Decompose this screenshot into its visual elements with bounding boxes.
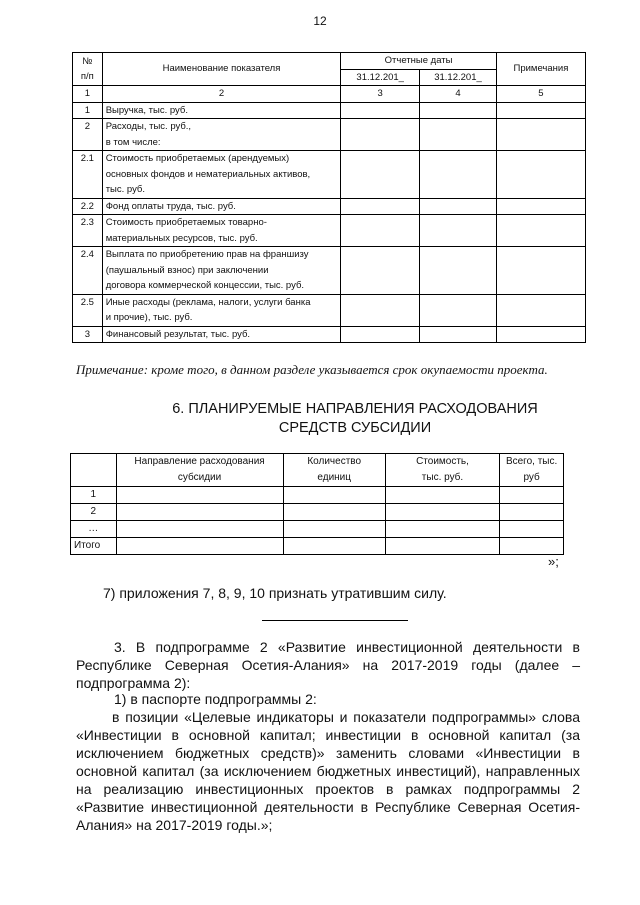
paragraph-3: 3. В подпрограмме 2 «Развитие инвестиционной деятельности в Республике Северная Осетия-Алания» на 2017-2019 годы (далее – подпрограмма 2): <box>76 639 580 691</box>
value-cell <box>500 487 564 504</box>
table-row <box>71 521 564 538</box>
value-cell <box>341 102 420 119</box>
header-total: Всего, тыс. руб <box>500 454 564 487</box>
table-row <box>73 247 586 295</box>
value-cell <box>116 504 283 521</box>
row-num: 2 <box>73 119 103 151</box>
value-cell <box>420 151 497 199</box>
value-cell <box>341 119 420 151</box>
header-cost: Стоимость, тыс. руб. <box>385 454 499 487</box>
value-cell <box>496 102 585 119</box>
index-row <box>73 86 586 103</box>
value-cell <box>496 198 585 215</box>
value-cell <box>385 504 499 521</box>
index-cell: 1 <box>73 86 103 103</box>
table-row <box>73 151 586 199</box>
value-cell <box>341 294 420 326</box>
subsidy-table <box>70 453 564 555</box>
value-cell <box>496 215 585 247</box>
header-date2: 31.12.201_ <box>420 69 497 86</box>
row-name: Выручка, тыс. руб. <box>102 102 341 119</box>
table-row <box>73 198 586 215</box>
row-num: 3 <box>73 326 103 343</box>
value-cell <box>496 247 585 295</box>
value-cell <box>420 102 497 119</box>
value-cell <box>496 326 585 343</box>
row-num: 2.2 <box>73 198 103 215</box>
note-text: Примечание: кроме того, в данном разделе указывается срок окупаемости проекта. <box>76 362 548 377</box>
value-cell <box>496 119 585 151</box>
value-cell <box>500 521 564 538</box>
header-name: Наименование показателя <box>102 53 341 86</box>
header-quantity: Количество единиц <box>283 454 385 487</box>
row-total-label: Итого <box>71 538 117 555</box>
value-cell <box>341 326 420 343</box>
row-num: 2.5 <box>73 294 103 326</box>
value-cell <box>385 521 499 538</box>
value-cell <box>283 487 385 504</box>
value-cell <box>420 247 497 295</box>
value-cell <box>500 504 564 521</box>
value-cell <box>116 538 283 555</box>
value-cell <box>420 119 497 151</box>
value-cell <box>420 326 497 343</box>
row-name: Расходы, тыс. руб., в том числе: <box>102 119 341 151</box>
index-cell: 5 <box>496 86 585 103</box>
value-cell <box>341 198 420 215</box>
value-cell <box>283 521 385 538</box>
header-note: Примечания <box>496 53 585 86</box>
header-num: № п/п <box>73 53 103 86</box>
row-num: 2.3 <box>73 215 103 247</box>
header-blank <box>71 454 117 487</box>
row-name: Фонд оплаты труда, тыс. руб. <box>102 198 341 215</box>
value-cell <box>116 487 283 504</box>
indicators-table <box>72 52 586 343</box>
index-cell: 4 <box>420 86 497 103</box>
row-name: Иные расходы (реклама, налоги, услуги банка и прочие), тыс. руб. <box>102 294 341 326</box>
row-name: Стоимость приобретаемых (арендуемых) основных фондов и нематериальных активов, тыс. руб. <box>102 151 341 199</box>
value-cell <box>116 521 283 538</box>
value-cell <box>385 487 499 504</box>
value-cell <box>500 538 564 555</box>
table-row <box>71 504 564 521</box>
table-row <box>73 215 586 247</box>
item-7: 7) приложения 7, 8, 9, 10 признать утратившим силу. <box>103 585 447 601</box>
value-cell <box>420 198 497 215</box>
row-num: 2.1 <box>73 151 103 199</box>
row-num: 2.4 <box>73 247 103 295</box>
page-number: 12 <box>313 14 327 28</box>
divider-line <box>262 620 408 621</box>
value-cell <box>496 294 585 326</box>
table-row <box>73 119 586 151</box>
value-cell <box>341 151 420 199</box>
paragraph-indicators: в позиции «Целевые индикаторы и показатели подпрограммы» слова «Инвестиции в основной капитал; инвестиции в основной капитал (за исключением бюджетных средств)» заменить словами «Инвестиции в основной капитал (за исключением бюджетных инвестиций), направленных на реализацию инвестиционных проектов в рамках подпрограммы 2 «Развитие инвестиционной деятельности в Республике Северная Осетия-Алания» на 2017-2019 годы.»; <box>76 709 580 833</box>
table-row <box>73 326 586 343</box>
value-cell <box>385 538 499 555</box>
paragraph-passport: 1) в паспорте подпрограммы 2: <box>114 691 317 707</box>
value-cell <box>283 504 385 521</box>
section-title: 6. ПЛАНИРУЕМЫЕ НАПРАВЛЕНИЯ РАСХОДОВАНИЯ СРЕДСТВ СУБСИДИИ <box>172 401 538 436</box>
row-name: Стоимость приобретаемых товарно- материальных ресурсов, тыс. руб. <box>102 215 341 247</box>
header-direction: Направление расходования субсидии <box>116 454 283 487</box>
value-cell <box>420 215 497 247</box>
closing-quote: »; <box>548 554 559 569</box>
table-row <box>71 538 564 555</box>
value-cell <box>341 215 420 247</box>
row-num: 1 <box>73 102 103 119</box>
value-cell <box>496 151 585 199</box>
row-name: Финансовый результат, тыс. руб. <box>102 326 341 343</box>
row-num: 1 <box>71 487 117 504</box>
value-cell <box>283 538 385 555</box>
row-num: 2 <box>71 504 117 521</box>
table-row <box>73 294 586 326</box>
header-dates: Отчетные даты <box>341 53 497 70</box>
value-cell <box>341 247 420 295</box>
header-date1: 31.12.201_ <box>341 69 420 86</box>
table-row <box>73 102 586 119</box>
index-cell: 3 <box>341 86 420 103</box>
row-num: … <box>71 521 117 538</box>
table-row <box>71 487 564 504</box>
row-name: Выплата по приобретению прав на франшизу (паушальный взнос) при заключении договора коммерческой концессии, тыс. руб. <box>102 247 341 295</box>
value-cell <box>420 294 497 326</box>
index-cell: 2 <box>102 86 341 103</box>
